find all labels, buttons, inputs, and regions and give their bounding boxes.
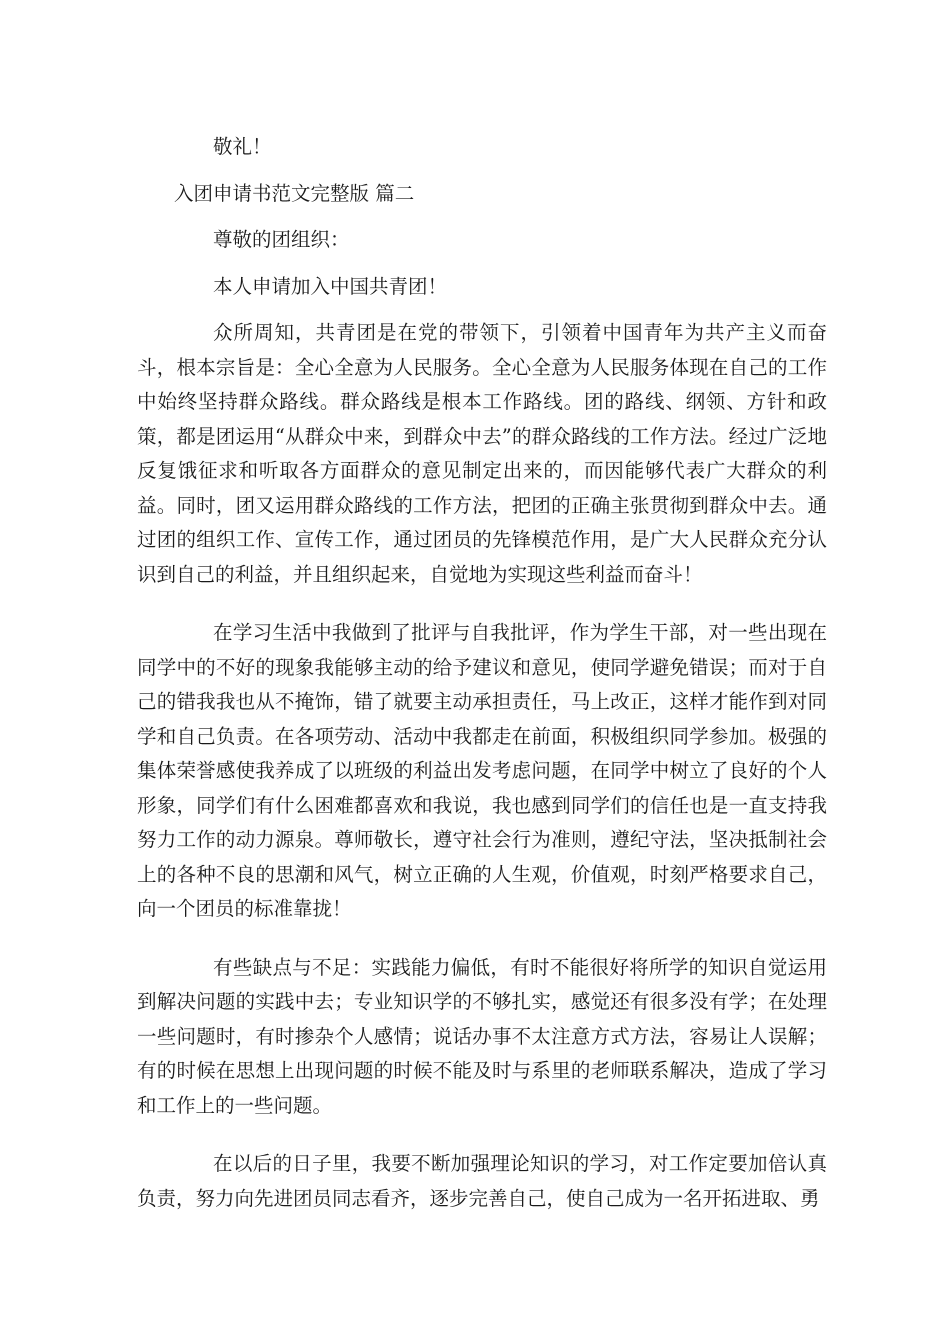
paragraph-league-purpose: 众所周知，共青团是在党的带领下，引领着中国青年为共产主义而奋斗，根本宗旨是：全心全意为人民服务。全心全意为人民服务体现在自己的工作中始终坚持群众路线。群众路线是根本工作路线。团的路线、纲领、方针和政策，都是团运用“从群众中来，到群众中去”的群众路线的工作方法。经过广泛地反复饿征求和听取各方面群众的意见制定出来的，而因能够代表广大群众的利益。同时，团又运用群众路线的工作方法，把团的正确主张贯彻到群众中去。通过团的组织工作、宣传工作，通过团员的先锋模范作用，是广大人民群众充分认识到自己的利益，并且组织起来，自觉地为实现这些利益而奋斗！ <box>137 321 827 586</box>
paragraph-personal-conduct: 在学习生活中我做到了批评与自我批评，作为学生干部，对一些出现在同学中的不好的现象我能够主动的给予建议和意见，使同学避免错误；而对于自己的错我我也从不掩饰，错了就要主动承担责任，马上改正，这样才能作到对同学和自己负责。在各项劳动、活动中我都走在前面，积极组织同学参加。极强的集体荣誉感使我养成了以班级的利益出发考虑问题，在同学中树立了良好的个人形象，同学们有什么困难都喜欢和我说，我也感到同学们的信任也是一直支持我努力工作的动力源泉。尊师敬长，遵守社会行为准则，遵纪守法，坚决抵制社会上的各种不良的思潮和风气，树立正确的人生观，价值观，时刻严格要求自己，向一个团员的标准靠拢！ <box>137 621 827 920</box>
salutation: 尊敬的团组织： <box>213 228 350 251</box>
paragraph-future-plans: 在以后的日子里，我要不断加强理论知识的学习，对工作定要加倍认真负责，努力向先进团员同志看齐，逐步完善自己，使自己成为一名开拓进取、勇 <box>137 1152 827 1210</box>
section-title: 入团申请书范文完整版 篇二 <box>174 181 415 205</box>
opening-line: 本人申请加入中国共青团！ <box>213 274 448 298</box>
closing-line: 敬礼！ <box>213 135 272 158</box>
document-body <box>137 130 827 1216</box>
paragraph-shortcomings: 有些缺点与不足：实践能力偏低，有时不能很好将所学的知识自觉运用到解决问题的实践中去；专业知识学的不够扎实，感觉还有很多没有学；在处理一些问题时，有时掺杂个人感情；说话办事不太注意方式方法，容易让人误解；有的时候在思想上出现问题的时候不能及时与系里的老师联系解决，造成了学习和工作上的一些问题。 <box>137 955 827 1117</box>
